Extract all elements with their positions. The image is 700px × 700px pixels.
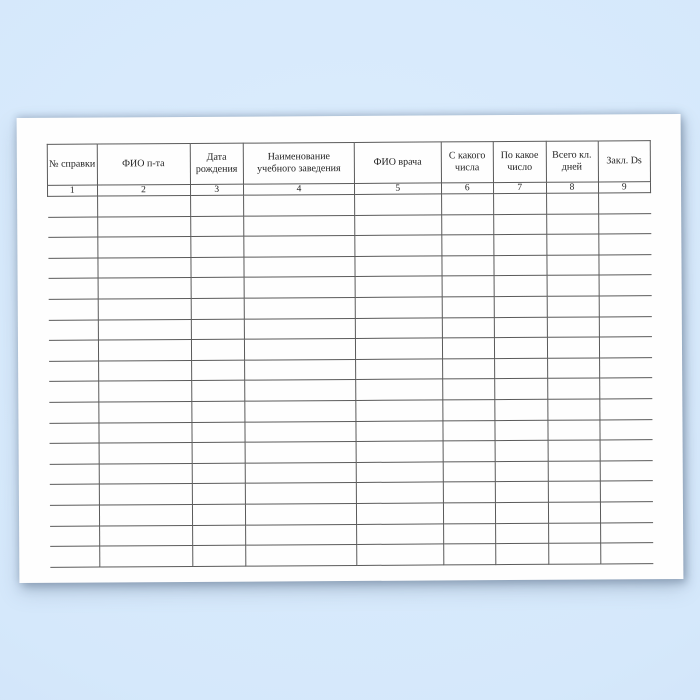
column-number-6: 6: [441, 183, 494, 194]
empty-cell: [547, 317, 599, 338]
empty-cell: [49, 361, 99, 382]
empty-cell: [546, 193, 598, 214]
column-header-text: № справки: [48, 158, 96, 170]
empty-cell: [443, 461, 496, 482]
empty-cell: [548, 440, 600, 461]
column-number-9: 9: [598, 182, 651, 193]
table-body: [48, 193, 653, 567]
column-number-5: 5: [354, 183, 441, 195]
empty-cell: [599, 316, 652, 337]
empty-cell: [245, 483, 356, 504]
empty-cell: [99, 525, 192, 546]
empty-cell: [494, 276, 547, 297]
header-label-row: [47, 141, 650, 186]
column-header-text: Наименование: [267, 150, 331, 162]
empty-cell: [48, 299, 98, 320]
empty-cell: [244, 297, 355, 318]
empty-cell: [356, 400, 443, 421]
empty-cell: [442, 420, 495, 441]
empty-cell: [49, 505, 99, 526]
empty-cell: [97, 257, 190, 278]
empty-cell: [192, 545, 246, 566]
empty-cell: [600, 522, 653, 543]
empty-cell: [191, 422, 245, 443]
column-header-text: числа: [454, 162, 480, 174]
empty-cell: [443, 503, 496, 524]
empty-cell: [355, 276, 442, 297]
column-header-5: [354, 142, 441, 184]
empty-cell: [244, 318, 355, 339]
empty-cell: [599, 419, 652, 440]
empty-cell: [495, 420, 548, 441]
empty-cell: [442, 297, 495, 318]
empty-cell: [442, 400, 495, 421]
empty-cell: [48, 320, 98, 341]
empty-cell: [245, 503, 356, 524]
empty-cell: [97, 216, 190, 237]
column-number-7: 7: [493, 182, 546, 193]
empty-cell: [244, 339, 355, 360]
empty-cell: [599, 275, 652, 296]
empty-cell: [546, 214, 598, 235]
empty-cell: [355, 235, 442, 256]
empty-cell: [443, 441, 496, 462]
column-header-7: [493, 141, 546, 182]
column-header-text: По какое: [500, 149, 539, 161]
empty-cell: [98, 278, 191, 299]
column-header-8: [546, 141, 598, 182]
empty-cell: [547, 296, 599, 317]
empty-cell: [244, 215, 355, 236]
column-header-2: [97, 143, 190, 185]
empty-cell: [50, 546, 100, 567]
column-header-9: [598, 141, 651, 182]
empty-cell: [548, 502, 600, 523]
empty-cell: [356, 379, 443, 400]
empty-cell: [356, 462, 443, 483]
empty-cell: [355, 297, 442, 318]
empty-cell: [356, 441, 443, 462]
empty-cell: [245, 462, 356, 483]
empty-cell: [547, 399, 599, 420]
empty-cell: [190, 195, 244, 216]
empty-cell: [495, 461, 548, 482]
empty-cell: [356, 503, 443, 524]
empty-cell: [600, 460, 653, 481]
empty-cell: [599, 337, 652, 358]
empty-cell: [355, 194, 442, 215]
empty-cell: [48, 258, 98, 279]
empty-cell: [190, 216, 244, 237]
empty-cell: [191, 380, 245, 401]
empty-cell: [495, 440, 548, 461]
empty-cell: [190, 236, 244, 257]
empty-cell: [356, 482, 443, 503]
column-number-4: 4: [243, 183, 354, 195]
empty-cell: [191, 339, 245, 360]
column-header-4: [243, 142, 354, 184]
empty-cell: [356, 359, 443, 380]
empty-cell: [495, 399, 548, 420]
empty-cell: [245, 400, 356, 421]
empty-cell: [244, 236, 355, 257]
empty-cell: [97, 195, 190, 216]
empty-cell: [547, 378, 599, 399]
empty-cell: [494, 255, 547, 276]
empty-cell: [49, 443, 99, 464]
empty-cell: [598, 213, 651, 234]
empty-cell: [99, 463, 192, 484]
register-table: [47, 140, 654, 567]
empty-cell: [495, 379, 548, 400]
column-header-3: [190, 143, 244, 184]
empty-cell: [494, 337, 547, 358]
column-header-text: дней: [561, 161, 583, 173]
column-number-1: 1: [47, 185, 97, 196]
empty-cell: [99, 504, 192, 525]
empty-cell: [547, 337, 599, 358]
empty-cell: [49, 464, 99, 485]
empty-cell: [494, 193, 547, 214]
empty-cell: [355, 318, 442, 339]
empty-cell: [442, 276, 495, 297]
empty-cell: [355, 338, 442, 359]
empty-cell: [245, 380, 356, 401]
empty-cell: [600, 502, 653, 523]
empty-cell: [190, 257, 244, 278]
empty-cell: [600, 543, 653, 564]
empty-cell: [49, 423, 99, 444]
empty-cell: [99, 546, 192, 567]
empty-cell: [599, 378, 652, 399]
empty-cell: [548, 481, 600, 502]
empty-cell: [245, 421, 356, 442]
empty-cell: [494, 317, 547, 338]
empty-cell: [98, 340, 191, 361]
empty-cell: [547, 275, 599, 296]
empty-cell: [97, 237, 190, 258]
empty-cell: [191, 298, 245, 319]
empty-cell: [442, 338, 495, 359]
empty-cell: [496, 523, 549, 544]
empty-cell: [548, 543, 600, 564]
empty-cell: [442, 358, 495, 379]
column-header-text: Всего кл.: [552, 149, 592, 161]
empty-cell: [547, 358, 599, 379]
empty-cell: [191, 278, 245, 299]
empty-cell: [599, 357, 652, 378]
empty-cell: [99, 443, 192, 464]
column-number-3: 3: [190, 184, 244, 195]
column-header-1: [47, 144, 97, 185]
empty-cell: [50, 526, 100, 547]
empty-cell: [192, 463, 246, 484]
column-header-text: Закл. Ds: [606, 154, 642, 167]
empty-cell: [547, 420, 599, 441]
empty-cell: [246, 524, 357, 545]
empty-cell: [98, 422, 191, 443]
empty-cell: [192, 525, 246, 546]
empty-cell: [441, 194, 494, 215]
column-header-text: число: [507, 161, 533, 174]
empty-cell: [546, 234, 598, 255]
empty-cell: [442, 379, 495, 400]
empty-cell: [49, 381, 99, 402]
empty-cell: [192, 442, 246, 463]
empty-cell: [191, 360, 245, 381]
empty-cell: [441, 235, 494, 256]
empty-cell: [98, 381, 191, 402]
empty-cell: [548, 461, 600, 482]
empty-cell: [442, 317, 495, 338]
column-number-8: 8: [546, 182, 598, 193]
empty-cell: [48, 196, 98, 217]
empty-cell: [357, 544, 444, 565]
column-header-6: [441, 142, 494, 183]
empty-cell: [355, 215, 442, 236]
column-header-text: Дата: [206, 151, 227, 163]
empty-cell: [48, 237, 98, 258]
empty-cell: [244, 277, 355, 298]
empty-cell: [598, 254, 651, 275]
table-header: [47, 141, 650, 197]
empty-cell: [599, 296, 652, 317]
column-number-2: 2: [97, 184, 190, 196]
empty-cell: [191, 319, 245, 340]
empty-cell: [598, 193, 651, 214]
empty-cell: [357, 523, 444, 544]
empty-cell: [49, 402, 99, 423]
empty-cell: [598, 234, 651, 255]
empty-cell: [48, 278, 98, 299]
column-header-text: ФИО п-та: [122, 157, 165, 170]
empty-cell: [441, 214, 494, 235]
empty-cell: [443, 544, 496, 565]
empty-cell: [548, 522, 600, 543]
empty-cell: [495, 502, 548, 523]
empty-cell: [494, 234, 547, 255]
empty-cell: [246, 545, 357, 566]
empty-cell: [245, 359, 356, 380]
empty-cell: [599, 399, 652, 420]
empty-cell: [244, 194, 355, 215]
empty-cell: [192, 504, 246, 525]
empty-cell: [600, 481, 653, 502]
empty-cell: [48, 340, 98, 361]
empty-cell: [98, 360, 191, 381]
document-page: [17, 114, 684, 583]
table-row: [50, 543, 653, 567]
empty-cell: [49, 484, 99, 505]
empty-cell: [443, 482, 496, 503]
empty-cell: [600, 440, 653, 461]
column-header-text: ФИО врача: [373, 156, 422, 168]
empty-cell: [494, 296, 547, 317]
empty-cell: [494, 214, 547, 235]
empty-cell: [443, 523, 496, 544]
empty-cell: [496, 543, 549, 564]
empty-cell: [192, 483, 246, 504]
empty-cell: [98, 298, 191, 319]
column-header-text: учебного заведения: [257, 163, 341, 175]
empty-cell: [245, 442, 356, 463]
empty-cell: [546, 255, 598, 276]
empty-cell: [441, 255, 494, 276]
empty-cell: [495, 482, 548, 503]
empty-cell: [495, 358, 548, 379]
empty-cell: [99, 484, 192, 505]
column-header-text: С какого: [448, 149, 486, 161]
empty-cell: [244, 256, 355, 277]
empty-cell: [98, 319, 191, 340]
column-header-text: рождения: [195, 163, 238, 175]
empty-cell: [355, 256, 442, 277]
empty-cell: [98, 401, 191, 422]
empty-cell: [191, 401, 245, 422]
empty-cell: [356, 420, 443, 441]
empty-cell: [48, 217, 98, 238]
